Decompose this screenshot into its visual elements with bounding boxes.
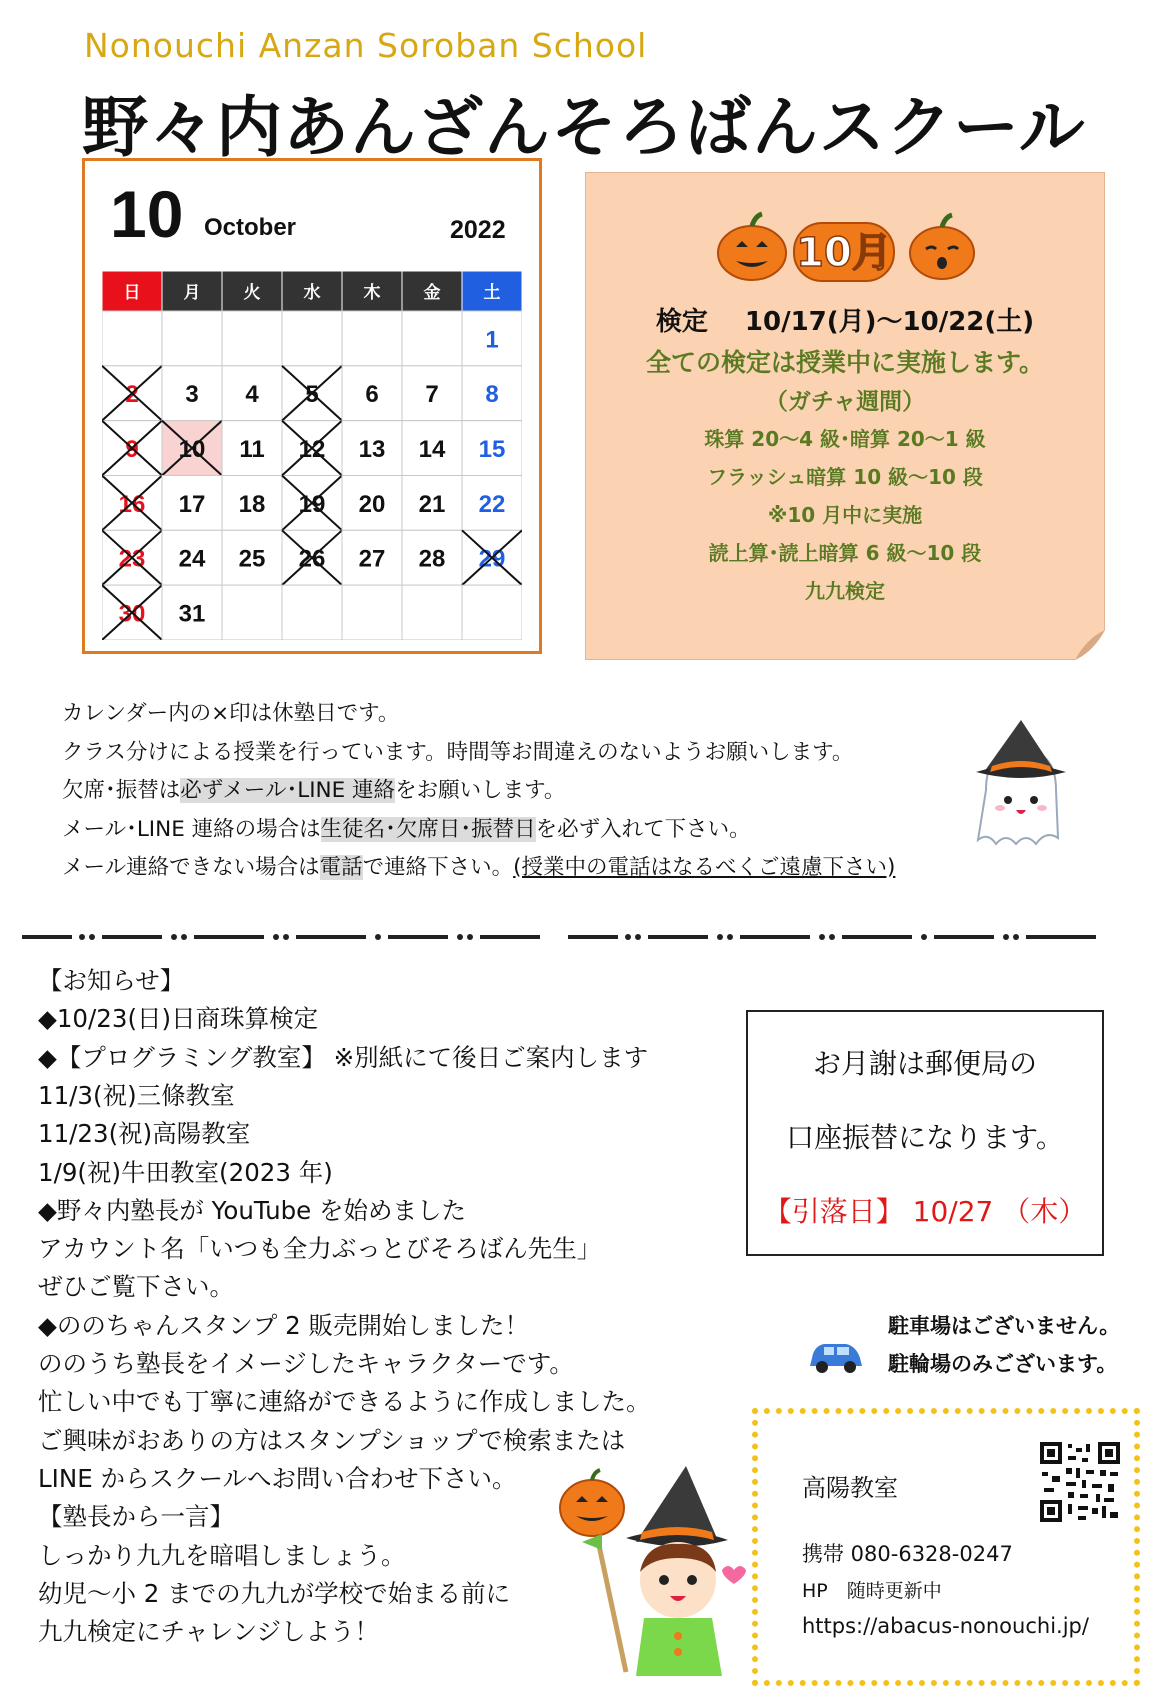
pumpkin-icon <box>718 214 786 280</box>
calendar-day-number: 13 <box>358 436 386 464</box>
kentei-period-label: 検定 <box>655 307 708 337</box>
calendar-day-number: 24 <box>178 545 206 573</box>
calendar-weekday-label: 水 <box>303 283 321 303</box>
contact-box <box>752 1408 1140 1686</box>
news-line: ◆野々内塾長が YouTube を始めました <box>38 1195 467 1225</box>
kentei-item: ※10 月中に実施 <box>767 503 923 527</box>
calendar-day-number: 30 <box>118 600 146 628</box>
note-text: (授業中の電話はなるべくご遠慮下さい) <box>513 855 896 880</box>
note-line <box>62 850 895 881</box>
calendar-day-number: 4 <box>245 381 259 409</box>
calendar-weekday-label: 木 <box>363 283 381 303</box>
calendar-day-number: 9 <box>125 436 139 464</box>
calendar-day-cell <box>282 585 342 640</box>
halloween-badge <box>714 209 984 289</box>
calendar-day-cell <box>282 311 342 366</box>
kentei-badge: 10月 <box>796 230 892 276</box>
calendar-day-number: 6 <box>365 381 379 409</box>
note-text: 電話 <box>319 855 363 880</box>
calendar-day-cell <box>462 585 522 640</box>
calendar-day-cell <box>102 311 162 366</box>
calendar-weekday-label: 月 <box>183 283 201 303</box>
calendar-day-number: 3 <box>185 381 199 409</box>
news-line: 九九検定にチャレンジしよう！ <box>38 1617 380 1647</box>
kentei-item: 珠算 20～4 級･暗算 20～1 級 <box>704 427 986 451</box>
kentei-item: 九九検定 <box>805 579 885 603</box>
calendar-day-number: 29 <box>478 545 506 573</box>
news-line: ◆10/23(日)日商珠算検定 <box>38 1004 319 1034</box>
calendar-day-cell <box>402 585 462 640</box>
calendar-day-number: 26 <box>298 545 326 573</box>
fee-line1: お月謝は郵便局の <box>812 1047 1037 1080</box>
calendar-day-number: 28 <box>418 545 446 573</box>
calendar-day-number: 5 <box>305 381 319 409</box>
kentei-period-line <box>586 301 1104 338</box>
calendar-day-number: 10 <box>178 436 206 464</box>
calendar-day-cell <box>342 585 402 640</box>
news-line: 11/23(祝)高陽教室 <box>38 1119 251 1149</box>
divider <box>22 930 1097 944</box>
fee-line2: 口座振替になります。 <box>786 1121 1064 1154</box>
calendar-day-number: 1 <box>485 326 499 354</box>
calendar-day-cell <box>402 311 462 366</box>
news-line: アカウント名「いつも全力ぶっとびそろばん先生」 <box>38 1234 602 1264</box>
calendar-month-name: October <box>204 214 297 241</box>
calendar-day-number: 20 <box>358 490 386 518</box>
note-text: クラス分けによる授業を行っています。時間等お間違えのないようお願いします。 <box>62 739 854 765</box>
calendar-weekday-label: 金 <box>423 283 441 303</box>
kentei-item: 読上算･読上暗算 6 級～10 段 <box>708 541 982 565</box>
news-line: しっかり九九を暗唱しましょう。 <box>38 1540 406 1570</box>
witch-girl-icon <box>556 1462 746 1682</box>
school-name-jp: 野々内あんざんそろばんスクール <box>82 89 1086 166</box>
kentei-note <box>585 172 1105 660</box>
calendar-weekday-label: 火 <box>243 283 261 303</box>
calendar-day-number: 22 <box>478 490 506 518</box>
note-text: を必ず入れて下さい。 <box>535 816 751 842</box>
calendar-day-number: 19 <box>298 490 326 518</box>
calendar-day-number: 2 <box>125 381 139 409</box>
contact-phone: 携帯 080-6328-0247 <box>802 1542 1013 1566</box>
calendar-day-number: 16 <box>118 490 146 518</box>
calendar-grid <box>102 271 522 640</box>
parking-line1: 駐車場はございません。 <box>888 1314 1121 1338</box>
car-icon <box>806 1334 866 1374</box>
calendar-day-number: 31 <box>178 600 206 628</box>
calendar-day-cell <box>222 585 282 640</box>
contact-hp: HP 随時更新中 <box>802 1580 942 1602</box>
calendar-day-cell <box>222 311 282 366</box>
calendar-day-number: 11 <box>239 436 265 464</box>
note-text: 必ずメール･LINE 連絡 <box>180 778 396 803</box>
calendar-year: 2022 <box>450 216 506 244</box>
note-text: 生徒名･欠席日･振替日 <box>320 816 536 842</box>
contact-classroom: 高陽教室 <box>802 1474 898 1502</box>
calendar-day-cell <box>162 311 222 366</box>
calendar-day-number: 21 <box>418 490 446 518</box>
calendar-weekday-label: 日 <box>123 283 141 303</box>
news-line: LINE からスクールへお問い合わせ下さい。 <box>38 1463 517 1493</box>
pumpkin-icon <box>560 1470 624 1536</box>
note-text: カレンダー内の×印は休塾日です。 <box>62 701 400 726</box>
news-line: ご興味がおありの方はスタンプショップで検索または <box>38 1425 626 1455</box>
news-line: ののうち塾長をイメージしたキャラクターです。 <box>38 1349 574 1378</box>
news-line: 1/9(祝)牛田教室(2023 年) <box>38 1157 333 1187</box>
news-line: 【お知らせ】 <box>38 966 185 995</box>
news-line: ◆ののちゃんスタンプ 2 販売開始しました！ <box>38 1310 530 1340</box>
news-line: 幼児～小 2 までの九九が学校で始まる前に <box>38 1578 511 1608</box>
news-line: 【塾長から一言】 <box>38 1502 234 1532</box>
note-text: メール連絡できない場合は <box>62 855 320 880</box>
calendar-day-number: 27 <box>358 545 386 573</box>
calendar-day-number: 25 <box>238 545 266 573</box>
fee-box <box>746 1010 1104 1256</box>
news-line: 忙しい中でも丁寧に連絡ができるように作成しました。 <box>38 1387 651 1417</box>
qr-code-icon[interactable] <box>1040 1442 1120 1522</box>
calendar-month-number: 10 <box>110 177 184 251</box>
calendar-day-number: 14 <box>418 436 446 464</box>
calendar-weekday-label: 土 <box>483 283 501 303</box>
page-curl <box>1075 630 1105 660</box>
note-text: で連絡下さい。 <box>362 855 514 880</box>
calendar-day-number: 12 <box>298 436 326 464</box>
kentei-during-class: 全ての検定は授業中に実施します。 <box>645 348 1044 377</box>
calendar-day-number: 17 <box>178 490 206 518</box>
school-name-en: Nonouchi Anzan Soroban School <box>84 26 648 65</box>
kentei-item: フラッシュ暗算 10 級～10 段 <box>707 465 983 489</box>
contact-url[interactable]: https://abacus-nonouchi.jp/ <box>802 1614 1089 1638</box>
note-line <box>62 696 399 727</box>
ghost-icon <box>966 720 1076 860</box>
note-text: メール･LINE 連絡の場合は <box>62 816 321 842</box>
parking-line2: 駐輪場のみございます。 <box>888 1352 1118 1376</box>
calendar-day-number: 8 <box>485 381 499 409</box>
pumpkin-icon <box>910 215 974 279</box>
note-text: をお願いします。 <box>395 778 566 803</box>
note-line <box>62 812 751 843</box>
calendar-day-number: 18 <box>238 490 266 518</box>
calendar-day-cell <box>342 311 402 366</box>
fee-withdrawal: 【引落日】 10/27 （木） <box>763 1195 1087 1228</box>
news-line: ◆【プログラミング教室】 ※別紙にて後日ご案内します <box>38 1042 649 1072</box>
calendar-day-number: 7 <box>425 381 439 409</box>
note-line <box>62 735 853 766</box>
news-line: 11/3(祝)三條教室 <box>38 1080 235 1110</box>
kentei-period: 10/17(月)～10/22(土) <box>744 307 1035 337</box>
note-text: 欠席･振替は <box>62 778 181 803</box>
news-line: ぜひご覧下さい。 <box>38 1272 234 1302</box>
calendar-day-number: 15 <box>478 436 506 464</box>
kentei-gacha: （ガチャ週間） <box>764 389 926 415</box>
calendar-day-number: 23 <box>118 545 146 573</box>
note-line <box>62 773 565 804</box>
